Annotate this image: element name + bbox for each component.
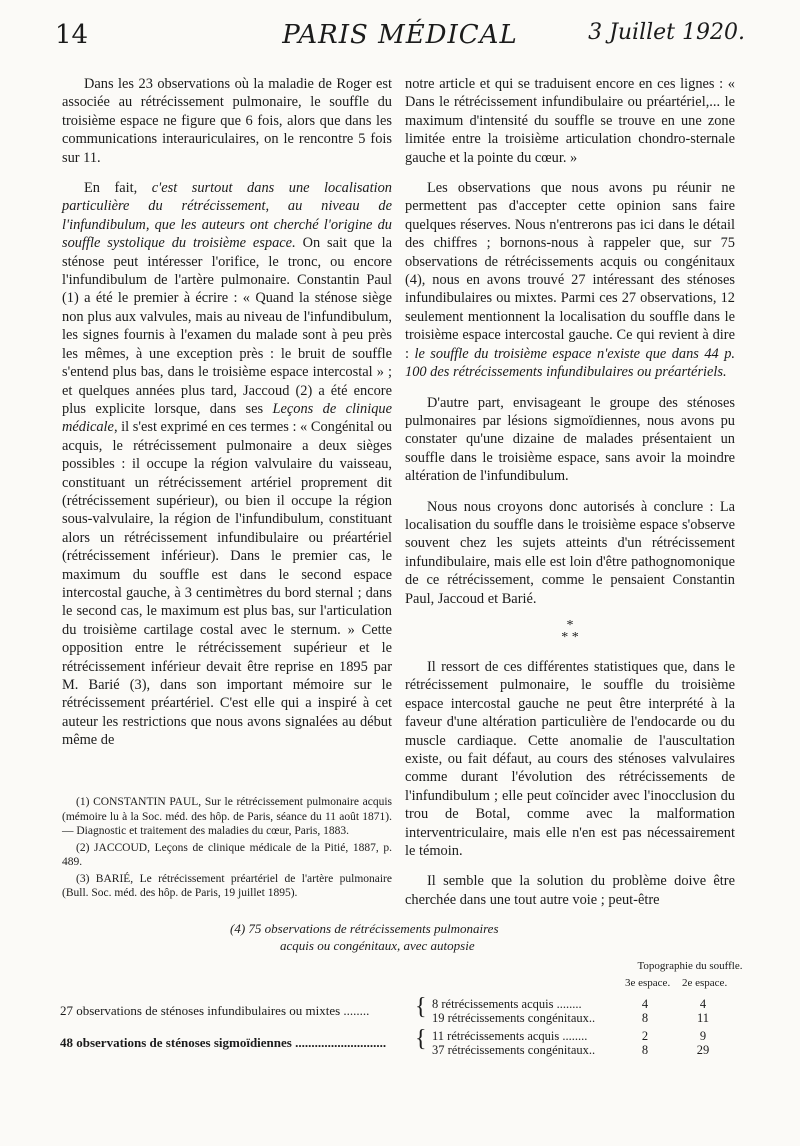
- table-cell: 29: [696, 1043, 710, 1057]
- paragraph: Il ressort de ces différentes statistiques que, dans le rétrécissement pulmonaire, le souffle du troisième espace intercostal gauche ne peut être interprété à la faveur d'une altération particulière de l'endocarde ou du muscle cardiaque. Cette anomalie de l'auscultation existe, ou fait défaut, au cours des sténoses valvulaires comme durant l'évolution des rétrécissements de l'infundibulum ; elle peut coïncider avec l'inocclusion du trou de Botal, comme avec la malformation interventriculaire, mais elle n'en est pas nécessairement le témoin.: [405, 658, 735, 860]
- table-cell: 2: [641, 1029, 649, 1043]
- column-header: 2e espace.: [682, 977, 728, 989]
- table-row-label: 19 rétrécissements congénitaux..: [432, 1011, 596, 1025]
- text-run: , il s'est exprimé en ces termes : « Congénital ou acquis, le rétrécissement pulmonaire a deux sièges possibles : il occupe la région valvulaire du vaisseau, constituant un rétrécissement artériel proprement dit (rétrécissement supérieur), ou bien il occupe la région sous-valvulaire, la région de l'infundibulum, constituant alors un rétrécissement infundibulaire ou préartériel (rétrécissement inférieur). Dans le premier cas, le maximum du souffle est dans le second espace intercostal gauche, à 3 centimètres du bord sternal ; dans le second cas, le maximum est plus bas, sur l'articulation du troisième cartilage costal avec le sternum. » Cette opposition entre le rétrécissement supérieur et le rétrécissement inférieur devait être reprise en 1895 par M. Barié (3), dans son important mémoire sur le rétrécissement préartériel. C'est elle qui a inspiré à cet auteur les restrictions que nous avons signalées au début même de: [62, 419, 392, 749]
- book-title: Leçons de clinique médicale: [62, 400, 392, 436]
- brace-icon: {: [415, 994, 427, 1020]
- journal-title: PARIS MÉDICAL: [282, 20, 518, 50]
- table-cell: 8: [641, 1043, 649, 1057]
- star: *: [566, 617, 574, 633]
- table-title-line: acquis ou congénitaux, avec autopsie: [280, 938, 475, 953]
- table-row-label: 37 rétrécissements congénitaux..: [432, 1043, 596, 1057]
- group-label: 48 observations de sténoses sigmoïdiennes ............................: [60, 1035, 387, 1050]
- paragraph: Nous nous croyons donc autorisés à conclure : La localisation du souffle dans le troisième espace s'observe souvent chez les sujets atteints d'un rétrécissement infundibulaire, mais elle est loin d'être pathognomonique de ce rétrécissement, comme le pensaient Constantin Paul, Jaccoud et Barié.: [405, 498, 735, 607]
- table-title-line: (4) 75 observations de rétrécissements pulmonaires: [230, 921, 499, 936]
- table-cell: 11: [696, 1011, 710, 1025]
- column-group-header: Topographie du souffle.: [637, 960, 743, 972]
- text-run: On sait que la sténose peut intéresser l'orifice, le tronc, ou encore l'infundibulum de l'artère pulmonaire. Constantin Paul (1) a été le premier à écrire : « Quand la sténose siège non plus aux valvules, mais au niveau de l'infundibulum, les signes fournis à l'examen du malade sont à peu près les mêmes, à une exception près : le bruit de souffle s'entend plus bas, dans le troisième espace intercostal » ; et quelques années plus tard, Jaccoud (2) a été encore plus explicite lorsque, dans ses: [62, 235, 392, 417]
- brace-icon: {: [415, 1026, 427, 1052]
- paragraph: [405, 179, 735, 381]
- paragraph: [62, 179, 392, 750]
- footnote: (2) JACCOUD, Leçons de clinique médicale de la Pitié, 1887, p. 489.: [62, 841, 392, 868]
- running-header: [55, 20, 745, 60]
- left-column: [62, 75, 392, 762]
- paragraph: Il semble que la solution du problème doive être cherchée dans une tout autre voie ; peut-être: [405, 873, 735, 908]
- page-number: 14: [55, 20, 89, 50]
- footnotes: [62, 795, 392, 903]
- table-row-label: 11 rétrécissements acquis ........: [432, 1029, 588, 1043]
- text-run: Les observations que nous avons pu réunir ne permettent pas d'accepter cette opinion sans faire quelques réserves. Nous n'entrerons pas ici dans le détail des chiffres ; bornons-nous à rappeler que, sur 75 observations de rétrécissements acquis ou congénitaux (4), nous en avons trouvé 27 intéressant des sténoses infundibulaires ou mixtes. Parmi ces 27 observations, 12 seulement mentionnent la localisation du souffle dans le troisième espace intercostal gauche. Ce qui revient à dire :: [405, 180, 735, 362]
- issue-date: 3 Juillet 1920.: [588, 20, 745, 45]
- text-run: En fait,: [84, 180, 152, 197]
- observations-table: [60, 920, 750, 1060]
- footnote: (1) CONSTANTIN PAUL, Sur le rétrécissement pulmonaire acquis (mémoire lu à la Soc. méd. des hôp. de Paris, séance du 11 août 1871). — Diagnostic et traitement des maladies du cœur, Paris, 1883.: [62, 796, 392, 837]
- table-row-label: 8 rétrécissements acquis ........: [432, 997, 582, 1011]
- paragraph: Dans les 23 observations où la maladie de Roger est associée au rétrécissement pulmonaire, le souffle du troisième espace ne figure que 6 fois, alors que dans les communications interauriculaires, on le rencontre 5 fois sur 11.: [62, 76, 392, 166]
- emphasis: le souffle du troisième espace n'existe que dans 44 p. 100 des rétrécissements infundibulaires ou préartériels.: [405, 345, 735, 381]
- right-column: [405, 75, 735, 921]
- group-label: 27 observations de sténoses infundibulaires ou mixtes ........: [60, 1003, 370, 1018]
- emphasis: c'est surtout dans une localisation particulière du rétrécissement, au niveau de l'infundibulum, que les auteurs ont cherché l'origine du souffle systolique du troisième espace.: [62, 180, 392, 252]
- table-cell: 8: [641, 1011, 649, 1025]
- table-cell: 4: [641, 997, 649, 1011]
- table-title: [230, 920, 590, 954]
- column-header: 3e espace.: [625, 977, 671, 989]
- paragraph: D'autre part, envisageant le groupe des sténoses pulmonaires par lésions sigmoïdiennes, nous avons pu constater qu'une dizaine de malades présentaient un souffle dans le troisième espace, sans avoir la moindre altération de l'infundibulum.: [405, 394, 735, 485]
- table-cell: 9: [699, 1029, 707, 1043]
- section-separator: [405, 617, 735, 645]
- table-cell: 4: [699, 997, 707, 1011]
- stars: * *: [561, 629, 579, 645]
- footnote: (3) BARIÉ, Le rétrécissement préartériel de l'artère pulmonaire (Bull. Soc. méd. des hôp. de Paris, 19 juillet 1895).: [62, 872, 392, 899]
- paragraph: notre article et qui se traduisent encore en ces lignes : « Dans le rétrécissement infundibulaire ou préartériel,... le maximum d'intensité du souffle se trouve en une zone limitée entre la troisième articulation chondro-sternale gauche et la pointe du cœur. »: [405, 76, 735, 166]
